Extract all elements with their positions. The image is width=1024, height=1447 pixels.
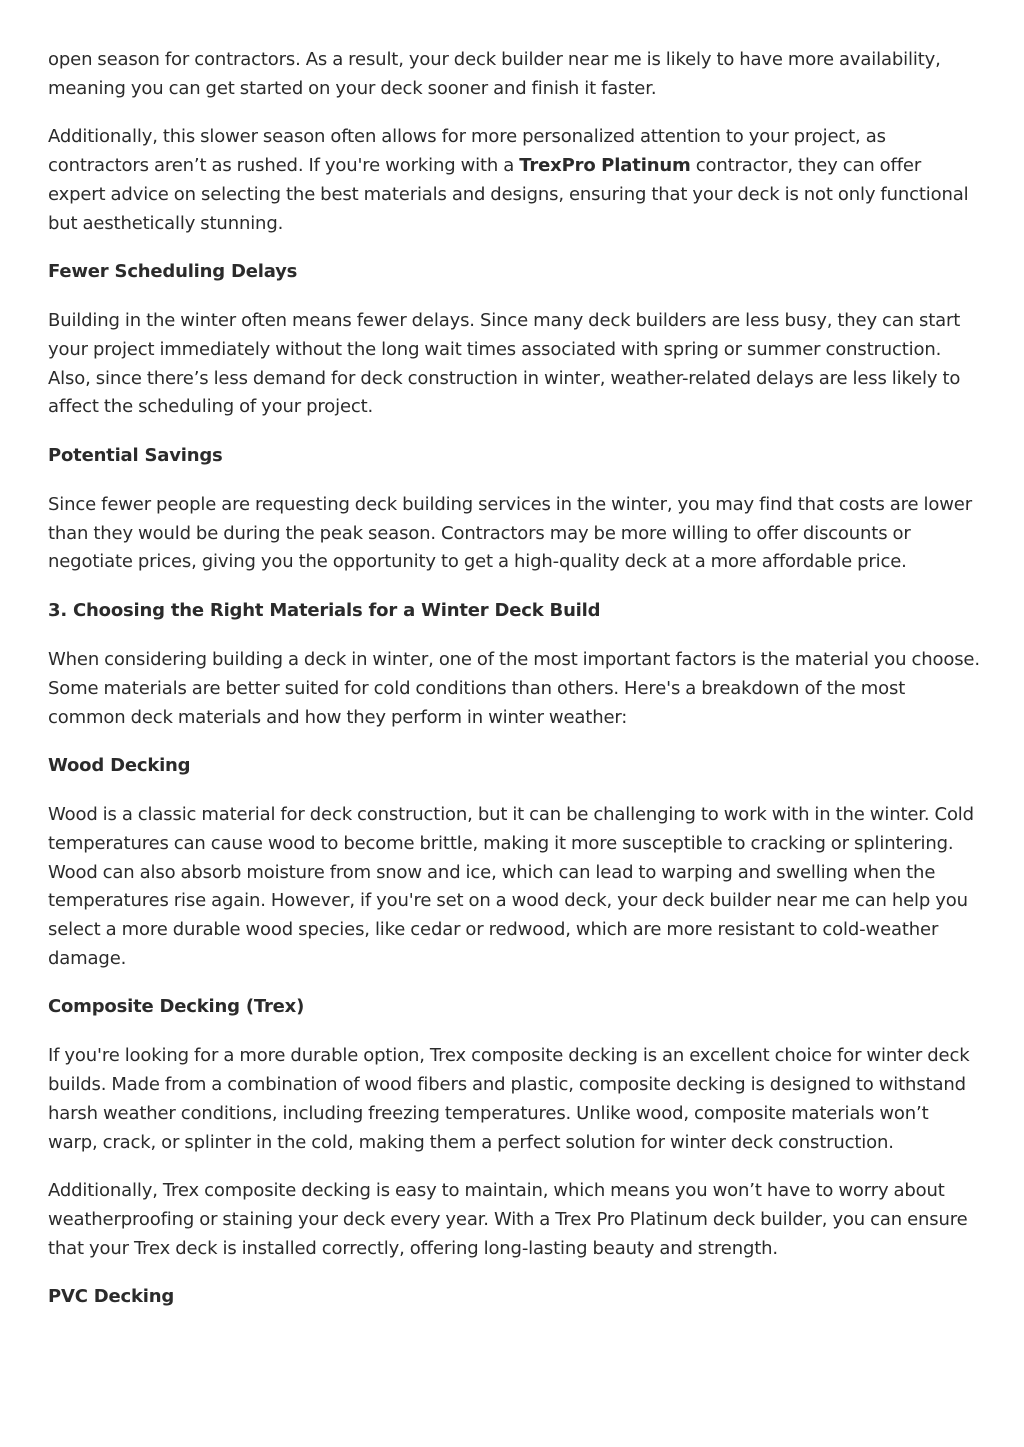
heading-composite-decking: Composite Decking (Trex) xyxy=(48,996,305,1018)
paragraph-wood-decking: Wood is a classic material for deck construction, but it can be challenging to work with in the winter. Cold temperatures can cause wood to become brittle, making it more susceptible to cracking or splintering. Wood can also absorb moisture from snow and ice, which can lead to warping and swelling when the temperatures rise again. However, if you're set on a wood deck, your deck builder near me can help you select a more durable wood species, like cedar or redwood, which are more resistant to cold-weather damage. xyxy=(48,804,974,969)
heading-potential-savings: Potential Savings xyxy=(48,445,223,467)
paragraph-personalized-attention xyxy=(48,123,980,238)
paragraph-composite-maintenance: Additionally, Trex composite decking is easy to maintain, which means you won’t have to worry about weatherproofing or staining your deck every year. With a Trex Pro Platinum deck builder, you can ensure that your Trex deck is installed correctly, offering long-lasting beauty and strength. xyxy=(48,1180,968,1259)
paragraph-fewer-delays: Building in the winter often means fewer delays. Since many deck builders are less busy, they can start your project immediately without the long wait times associated with spring or summer construction. Also, since there’s less demand for deck construction in winter, weather-related delays are less likely to affect the scheduling of your project. xyxy=(48,310,961,418)
heading-wood-decking: Wood Decking xyxy=(48,755,191,777)
heading-fewer-scheduling-delays: Fewer Scheduling Delays xyxy=(48,261,298,283)
paragraph-text-before: Additionally, this slower season often allows for more personalized attention to your project, as contractors aren’t as rushed. If you're working with a xyxy=(48,126,886,177)
paragraph-choosing-materials: When considering building a deck in winter, one of the most important factors is the material you choose. Some materials are better suited for cold conditions than others. Here's a breakdown of the most common deck materials and how they perform in winter weather: xyxy=(48,649,980,728)
trexpro-platinum-bold: TrexPro Platinum xyxy=(519,155,691,177)
heading-choosing-materials: 3. Choosing the Right Materials for a Winter Deck Build xyxy=(48,600,601,622)
heading-pvc-decking: PVC Decking xyxy=(48,1286,175,1308)
paragraph-potential-savings: Since fewer people are requesting deck building services in the winter, you may find that costs are lower than they would be during the peak season. Contractors may be more willing to offer discounts or negotiate prices, giving you the opportunity to get a high-quality deck at a more affordable price. xyxy=(48,494,972,573)
paragraph-open-season: open season for contractors. As a result, your deck builder near me is likely to have more availability, meaning you can get started on your deck sooner and finish it faster. xyxy=(48,49,941,99)
paragraph-composite-decking: If you're looking for a more durable option, Trex composite decking is an excellent choice for winter deck builds. Made from a combination of wood fibers and plastic, composite decking is designed to withstand harsh weather conditions, including freezing temperatures. Unlike wood, composite materials won’t warp, crack, or splinter in the cold, making them a perfect solution for winter deck construction. xyxy=(48,1045,970,1153)
paragraph-text-after: contractor, they can offer expert advice on selecting the best materials and designs, ensuring that your deck is not only functional but aesthetically stunning. xyxy=(48,155,969,234)
